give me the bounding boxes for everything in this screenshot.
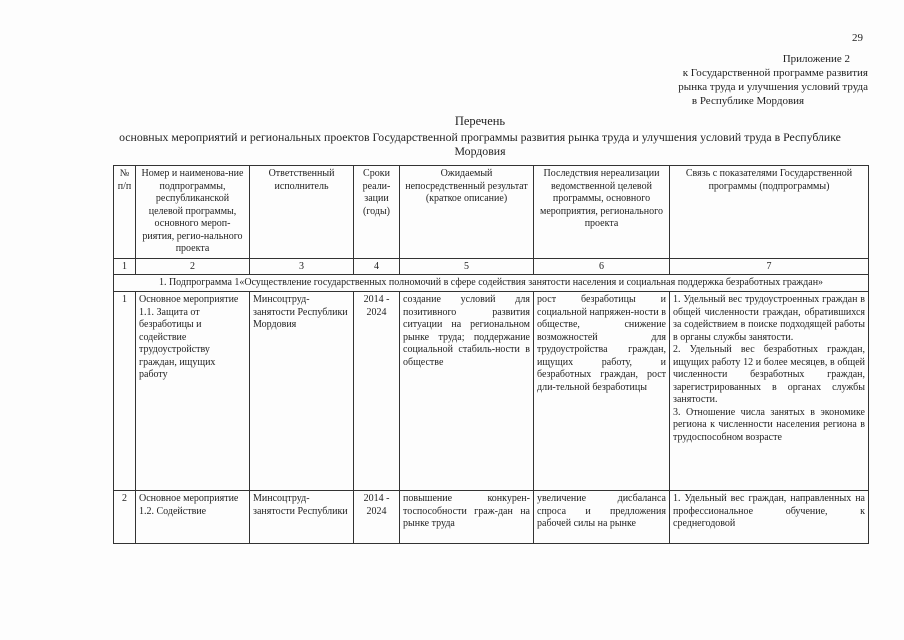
page-number: 29 [852, 32, 863, 44]
annex-line-3: рынка труда и улучшения условий труда [678, 81, 868, 93]
annex-line-2: к Государственной программе развития [682, 67, 868, 79]
col-number: 7 [670, 258, 869, 274]
col-number: 5 [400, 258, 534, 274]
row-name: Основное мероприятие 1.1. Защита от безработицы и содействие трудоустройству граждан, ищущих работу [136, 292, 250, 491]
row-name: Основное мероприятие 1.2. Содействие [136, 491, 250, 544]
row-indicators [670, 491, 869, 544]
header-executor: Ответственный исполнитель [250, 166, 354, 259]
row-consequence: рост безработицы и социальной напряжен-ности в обществе, снижение возможностей для трудоустройства граждан, ищущих работу, и безработных граждан, рост дли-тельной безработицы [534, 292, 670, 491]
col-number: 6 [534, 258, 670, 274]
header-result: Ожидаемый непосредственный результат (краткое описание) [400, 166, 534, 259]
annex-line-1: Приложение 2 [782, 53, 850, 65]
indicator-item: 1. Удельный вес трудоустроенных граждан в общей численности граждан, обратившихся за содействием в поиске подходящей работы в органы службы занятости. [673, 294, 865, 343]
col-number: 4 [354, 258, 400, 274]
indicator-item: 1. Удельный вес граждан, направленных на профессиональное обучение, к среднегодовой [673, 493, 865, 529]
row-executor: Минсоцтруд-занятости Республики [250, 491, 354, 544]
header-period: Сроки реали-зации (годы) [354, 166, 400, 259]
table-row [114, 491, 869, 544]
row-num: 2 [114, 491, 136, 544]
indicator-item: 3. Отношение числа занятых в экономике региона к численности населения региона в трудоспособном возрасте [673, 406, 865, 443]
header-indicators: Связь с показателями Государственной программы (подпрограммы) [670, 166, 869, 259]
header-row [114, 166, 869, 259]
title-subtitle: основных мероприятий и региональных проектов Государственной программы развития рынка труда и улучшения условий труда в Республике Мордовия [119, 130, 841, 158]
annex-block [628, 52, 868, 108]
table-row [114, 292, 869, 491]
title-heading: Перечень [454, 114, 506, 128]
col-number: 1 [114, 258, 136, 274]
measures-table [113, 165, 869, 544]
col-number: 3 [250, 258, 354, 274]
row-period: 2014 - 2024 [354, 491, 400, 544]
annex-line-4: в Республике Мордовия [691, 95, 805, 107]
row-executor: Минсоцтруд-занятости Республики Мордовия [250, 292, 354, 491]
col-number: 2 [136, 258, 250, 274]
row-consequence: увеличение дисбаланса спроса и предложения рабочей силы на рынке [534, 491, 670, 544]
section-title: 1. Подпрограмма 1«Осуществление государственных полномочий в сфере содействия занятости населения и социальная поддержка безработных граждан» [114, 274, 869, 292]
header-name: Номер и наименова-ние подпрограммы, республиканской целевой программы, основного мероп-риятия, регио-нального проекта [136, 166, 250, 259]
row-result: повышение конкурен-тоспособности граж-дан на рынке труда [400, 491, 534, 544]
document-title [110, 114, 850, 158]
header-consequence: Последствия нереализации ведомственной целевой программы, основного мероприятия, регионального проекта [534, 166, 670, 259]
row-period: 2014 - 2024 [354, 292, 400, 491]
row-num: 1 [114, 292, 136, 491]
column-number-row [114, 258, 869, 274]
row-indicators [670, 292, 869, 491]
row-result: создание условий для позитивного развития ситуации на региональном рынке труда; поддержание социальной стабиль-ности в обществе [400, 292, 534, 491]
header-num: № п/п [114, 166, 136, 259]
indicator-item: 2. Удельный вес безработных граждан, ищущих работу 12 и более месяцев, в общей численности безработных граждан, зарегистрированных в органах службы занятости. [673, 344, 865, 405]
section-row [114, 274, 869, 292]
